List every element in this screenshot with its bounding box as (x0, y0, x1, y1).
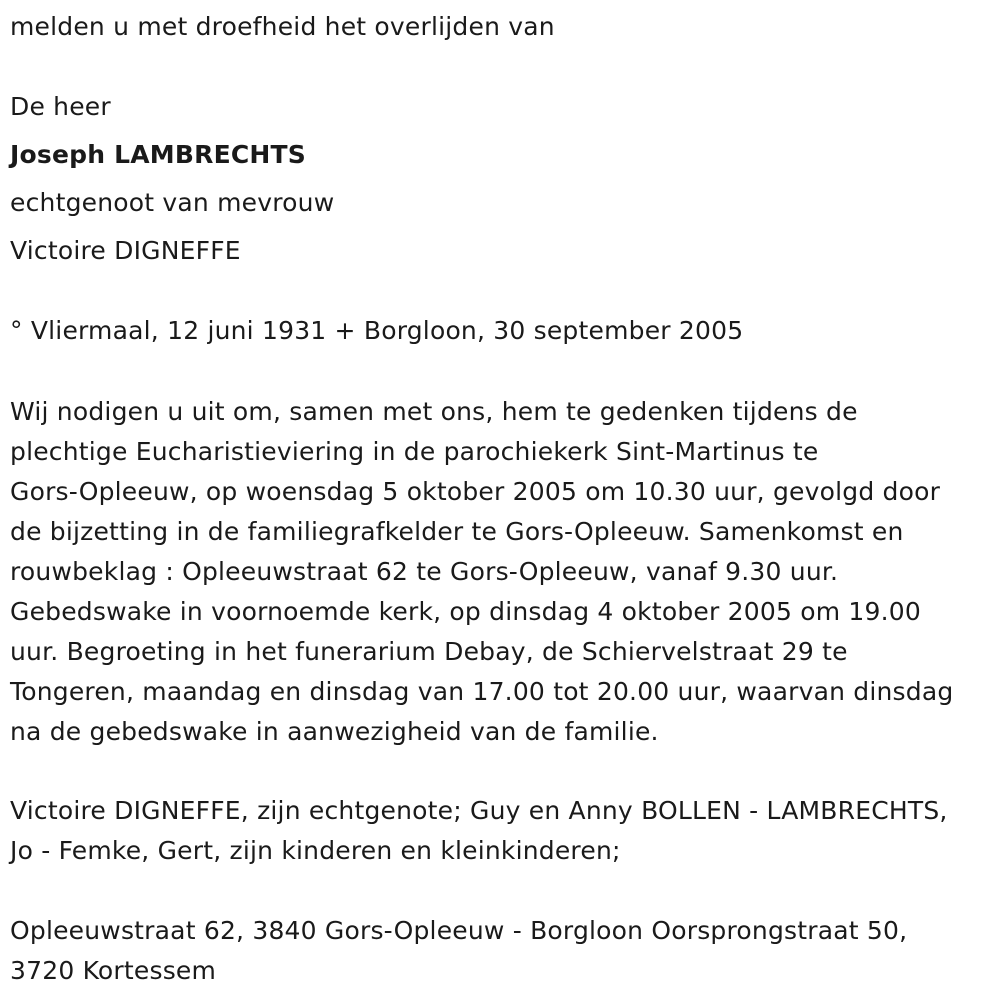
address-line: 3720 Kortessem (10, 956, 217, 985)
invitation-line: rouwbeklag : Opleeuwstraat 62 te Gors-Opleeuw, vanaf 9.30 uur. (10, 557, 839, 586)
honorific: De heer (10, 92, 111, 121)
invitation-line: Wij nodigen u uit om, samen met ons, hem te gedenken tijdens de (10, 397, 858, 426)
relation-text: echtgenoot van mevrouw (10, 188, 335, 217)
invitation-line: na de gebedswake in aanwezigheid van de familie. (10, 717, 659, 746)
invitation-line: de bijzetting in de familiegrafkelder te Gors-Opleeuw. Samenkomst en (10, 517, 904, 546)
invitation-line: Gebedswake in voornoemde kerk, op dinsdag 4 oktober 2005 om 19.00 (10, 597, 921, 626)
deceased-name: Joseph LAMBRECHTS (10, 140, 306, 169)
invitation-line: uur. Begroeting in het funerarium Debay, de Schiervelstraat 29 te (10, 637, 848, 666)
intro-text: melden u met droefheid het overlijden van (10, 12, 555, 41)
invitation-line: Gors-Opleeuw, op woensdag 5 oktober 2005 om 10.30 uur, gevolgd door (10, 477, 941, 506)
invitation-line: Tongeren, maandag en dinsdag van 17.00 tot 20.00 uur, waarvan dinsdag (10, 677, 954, 706)
family-line: Jo - Femke, Gert, zijn kinderen en kleinkinderen; (10, 836, 621, 865)
family-line: Victoire DIGNEFFE, zijn echtgenote; Guy en Anny BOLLEN - LAMBRECHTS, (10, 796, 948, 825)
address-line: Opleeuwstraat 62, 3840 Gors-Opleeuw - Borgloon Oorsprongstraat 50, (10, 916, 908, 945)
invitation-paragraph (10, 392, 953, 752)
spouse-name: Victoire DIGNEFFE (10, 236, 241, 265)
address-paragraph (10, 911, 907, 991)
family-paragraph (10, 791, 948, 871)
invitation-line: plechtige Eucharistieviering in de parochiekerk Sint-Martinus te (10, 437, 819, 466)
birth-death-dates: ° Vliermaal, 12 juni 1931 + Borgloon, 30 september 2005 (10, 316, 744, 345)
